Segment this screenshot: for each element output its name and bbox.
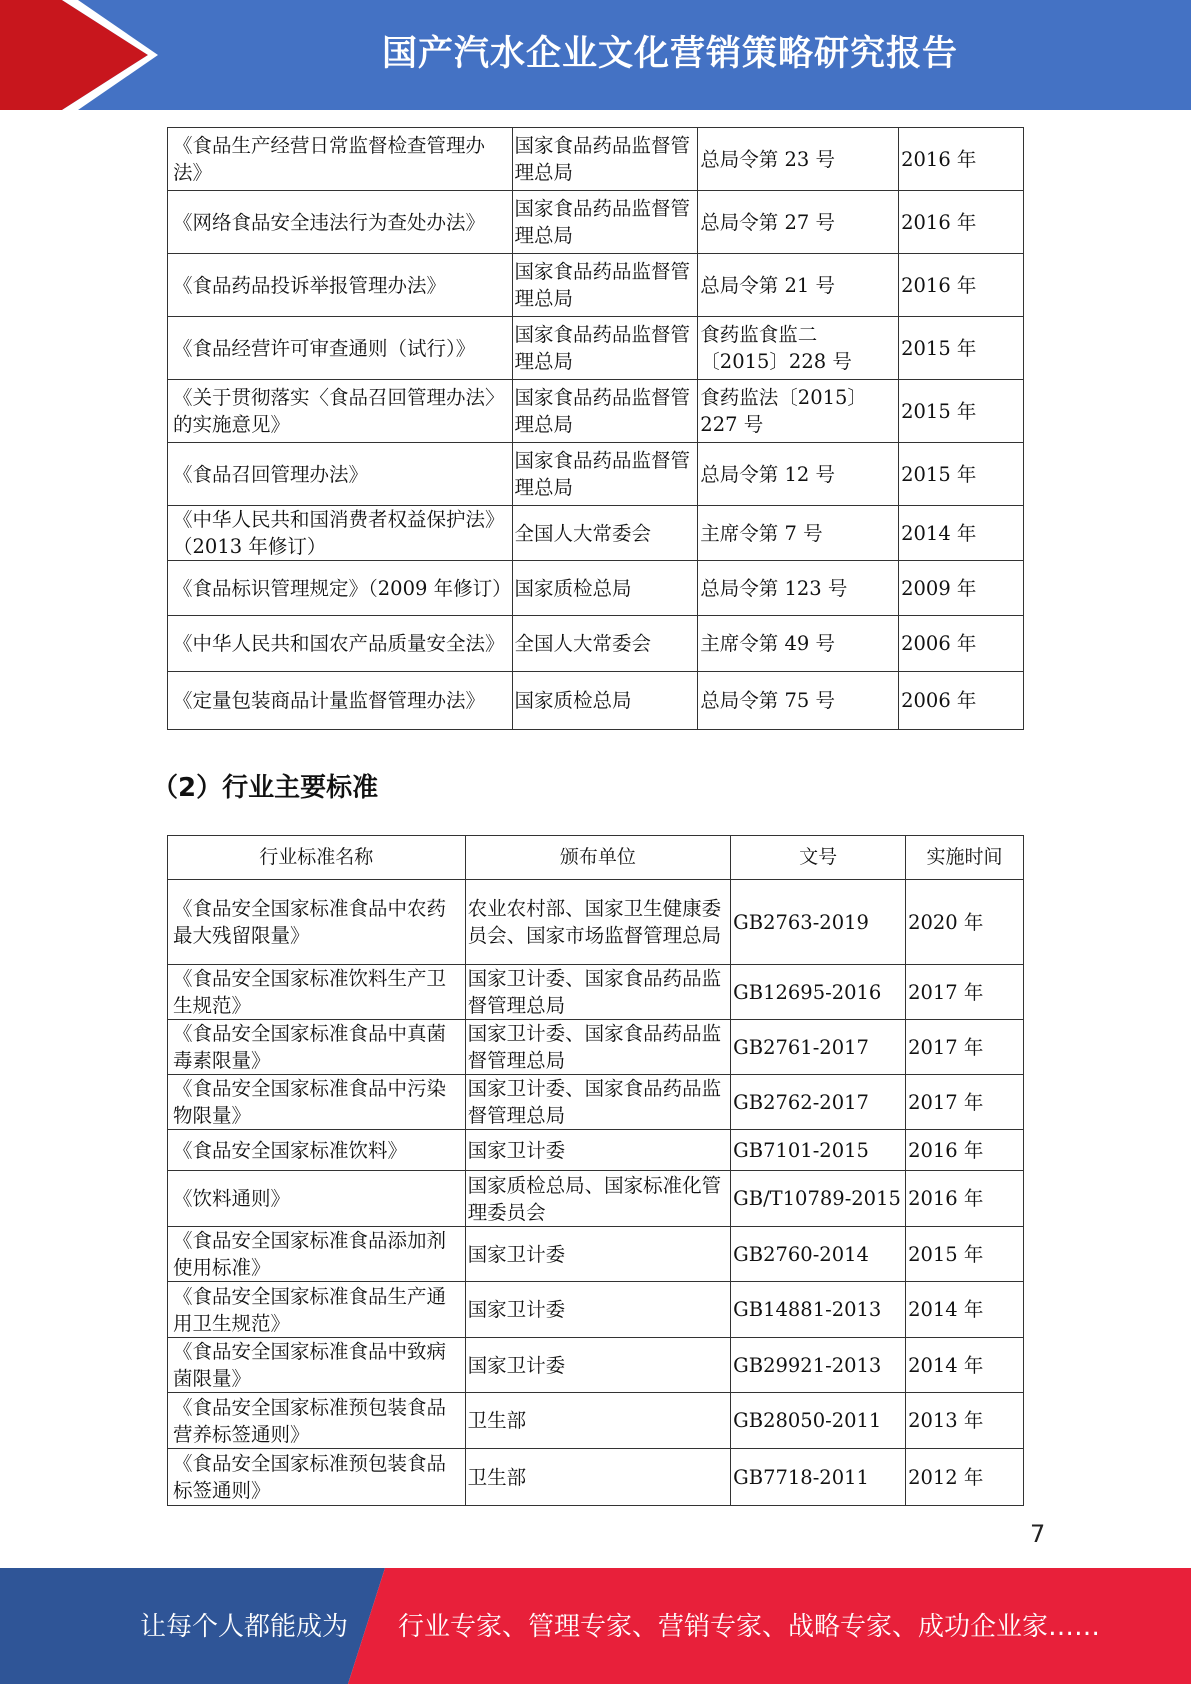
standards-table xyxy=(167,835,1024,1506)
standard-issuer: 国家卫计委 xyxy=(465,1338,731,1393)
regulation-issuer: 国家食品药品监督管理总局 xyxy=(512,317,698,380)
standard-name: 《饮料通则》 xyxy=(168,1171,466,1227)
regulation-issuer: 国家质检总局 xyxy=(512,561,698,616)
standard-issuer: 国家卫计委、国家食品药品监督管理总局 xyxy=(465,1075,731,1130)
regulations-table xyxy=(167,127,1024,730)
regulation-doc-number: 主席令第 49 号 xyxy=(698,616,899,672)
regulation-year: 2015 年 xyxy=(899,317,1024,380)
regulation-name: 《食品召回管理办法》 xyxy=(168,443,513,506)
regulation-year: 2016 年 xyxy=(899,128,1024,191)
standard-name: 《食品安全国家标准预包装食品营养标签通则》 xyxy=(168,1393,466,1449)
standard-name: 《食品安全国家标准食品添加剂使用标准》 xyxy=(168,1227,466,1282)
standard-issuer: 国家卫计委 xyxy=(465,1227,731,1282)
page-number: 7 xyxy=(1030,1520,1046,1548)
regulation-year: 2006 年 xyxy=(899,616,1024,672)
regulation-issuer: 全国人大常委会 xyxy=(512,506,698,561)
standard-doc-number: GB2763-2019 xyxy=(731,880,906,965)
regulation-issuer: 国家食品药品监督管理总局 xyxy=(512,254,698,317)
regulation-year: 2014 年 xyxy=(899,506,1024,561)
standard-date: 2014 年 xyxy=(906,1338,1024,1393)
regulation-name: 《食品经营许可审查通则（试行）》 xyxy=(168,317,513,380)
column-header-doc-number: 文号 xyxy=(731,836,906,880)
standard-issuer: 农业农村部、国家卫生健康委员会、国家市场监督管理总局 xyxy=(465,880,731,965)
standard-doc-number: GB14881-2013 xyxy=(731,1282,906,1338)
standard-name: 《食品安全国家标准饮料生产卫生规范》 xyxy=(168,965,466,1020)
table-row xyxy=(168,380,1024,443)
regulation-name: 《食品药品投诉举报管理办法》 xyxy=(168,254,513,317)
regulation-name: 《网络食品安全违法行为查处办法》 xyxy=(168,191,513,254)
table-header-row xyxy=(168,836,1024,880)
standard-name: 《食品安全国家标准饮料》 xyxy=(168,1130,466,1171)
regulation-doc-number: 主席令第 7 号 xyxy=(698,506,899,561)
regulation-year: 2015 年 xyxy=(899,443,1024,506)
standard-doc-number: GB2762-2017 xyxy=(731,1075,906,1130)
regulation-name: 《中华人民共和国消费者权益保护法》（2013 年修订） xyxy=(168,506,513,561)
table-row xyxy=(168,1449,1024,1506)
regulation-name: 《食品生产经营日常监督检查管理办法》 xyxy=(168,128,513,191)
standard-name: 《食品安全国家标准食品中污染物限量》 xyxy=(168,1075,466,1130)
table-row xyxy=(168,1227,1024,1282)
regulation-name: 《中华人民共和国农产品质量安全法》 xyxy=(168,616,513,672)
table-row xyxy=(168,880,1024,965)
standard-issuer: 国家卫计委 xyxy=(465,1130,731,1171)
table-row xyxy=(168,128,1024,191)
table-row xyxy=(168,1393,1024,1449)
footer-slogan-left: 让每个人都能成为 xyxy=(140,1612,349,1642)
standard-issuer: 卫生部 xyxy=(465,1393,731,1449)
standard-name: 《食品安全国家标准食品中农药最大残留限量》 xyxy=(168,880,466,965)
standard-date: 2017 年 xyxy=(906,1075,1024,1130)
table-row xyxy=(168,254,1024,317)
standard-issuer: 国家质检总局、国家标准化管理委员会 xyxy=(465,1171,731,1227)
standard-date: 2015 年 xyxy=(906,1227,1024,1282)
regulation-doc-number: 总局令第 21 号 xyxy=(698,254,899,317)
table-row xyxy=(168,191,1024,254)
table-row xyxy=(168,443,1024,506)
standard-issuer: 国家卫计委、国家食品药品监督管理总局 xyxy=(465,1020,731,1075)
standard-doc-number: GB/T10789-2015 xyxy=(731,1171,906,1227)
standard-doc-number: GB2760-2014 xyxy=(731,1227,906,1282)
standard-date: 2020 年 xyxy=(906,880,1024,965)
footer-banner xyxy=(0,1568,1191,1684)
column-header-name: 行业标准名称 xyxy=(168,836,466,880)
regulation-issuer: 国家质检总局 xyxy=(512,672,698,730)
regulation-year: 2016 年 xyxy=(899,191,1024,254)
table-row xyxy=(168,616,1024,672)
standard-date: 2013 年 xyxy=(906,1393,1024,1449)
standard-name: 《食品安全国家标准食品生产通用卫生规范》 xyxy=(168,1282,466,1338)
regulation-doc-number: 食药监食监二〔2015〕228 号 xyxy=(698,317,899,380)
regulation-year: 2015 年 xyxy=(899,380,1024,443)
standard-date: 2016 年 xyxy=(906,1171,1024,1227)
table-row xyxy=(168,1075,1024,1130)
standard-doc-number: GB12695-2016 xyxy=(731,965,906,1020)
regulation-year: 2006 年 xyxy=(899,672,1024,730)
standard-doc-number: GB7101-2015 xyxy=(731,1130,906,1171)
footer-slogan-right: 行业专家、管理专家、营销专家、战略专家、成功企业家…… xyxy=(398,1612,1101,1642)
regulation-doc-number: 总局令第 27 号 xyxy=(698,191,899,254)
table-row xyxy=(168,1338,1024,1393)
table-row xyxy=(168,1171,1024,1227)
table-row xyxy=(168,506,1024,561)
report-title: 国产汽水企业文化营销策略研究报告 xyxy=(381,34,958,74)
regulation-year: 2009 年 xyxy=(899,561,1024,616)
regulation-issuer: 国家食品药品监督管理总局 xyxy=(512,380,698,443)
table-row xyxy=(168,1130,1024,1171)
column-header-issuer: 颁布单位 xyxy=(465,836,731,880)
regulation-issuer: 国家食品药品监督管理总局 xyxy=(512,128,698,191)
standard-issuer: 国家卫计委 xyxy=(465,1282,731,1338)
section-heading: （2）行业主要标准 xyxy=(152,773,379,803)
standard-date: 2012 年 xyxy=(906,1449,1024,1506)
regulation-issuer: 全国人大常委会 xyxy=(512,616,698,672)
column-header-date: 实施时间 xyxy=(906,836,1024,880)
regulation-doc-number: 总局令第 123 号 xyxy=(698,561,899,616)
standard-doc-number: GB28050-2011 xyxy=(731,1393,906,1449)
header-banner xyxy=(0,0,1191,110)
table-row xyxy=(168,1282,1024,1338)
table-row xyxy=(168,965,1024,1020)
standard-name: 《食品安全国家标准预包装食品标签通则》 xyxy=(168,1449,466,1506)
regulation-year: 2016 年 xyxy=(899,254,1024,317)
standard-issuer: 国家卫计委、国家食品药品监督管理总局 xyxy=(465,965,731,1020)
table-row xyxy=(168,317,1024,380)
table-row xyxy=(168,1020,1024,1075)
standard-date: 2017 年 xyxy=(906,1020,1024,1075)
regulation-name: 《食品标识管理规定》（2009 年修订） xyxy=(168,561,513,616)
table-row xyxy=(168,561,1024,616)
regulation-doc-number: 总局令第 75 号 xyxy=(698,672,899,730)
standard-name: 《食品安全国家标准食品中真菌毒素限量》 xyxy=(168,1020,466,1075)
regulation-issuer: 国家食品药品监督管理总局 xyxy=(512,443,698,506)
standard-doc-number: GB29921-2013 xyxy=(731,1338,906,1393)
standard-date: 2014 年 xyxy=(906,1282,1024,1338)
regulation-name: 《定量包装商品计量监督管理办法》 xyxy=(168,672,513,730)
standard-issuer: 卫生部 xyxy=(465,1449,731,1506)
regulation-name: 《关于贯彻落实〈食品召回管理办法〉的实施意见》 xyxy=(168,380,513,443)
standard-doc-number: GB7718-2011 xyxy=(731,1449,906,1506)
table-row xyxy=(168,672,1024,730)
regulation-issuer: 国家食品药品监督管理总局 xyxy=(512,191,698,254)
standard-name: 《食品安全国家标准食品中致病菌限量》 xyxy=(168,1338,466,1393)
regulation-doc-number: 总局令第 12 号 xyxy=(698,443,899,506)
regulation-doc-number: 食药监法〔2015〕227 号 xyxy=(698,380,899,443)
standard-doc-number: GB2761-2017 xyxy=(731,1020,906,1075)
standard-date: 2017 年 xyxy=(906,965,1024,1020)
regulation-doc-number: 总局令第 23 号 xyxy=(698,128,899,191)
standard-date: 2016 年 xyxy=(906,1130,1024,1171)
